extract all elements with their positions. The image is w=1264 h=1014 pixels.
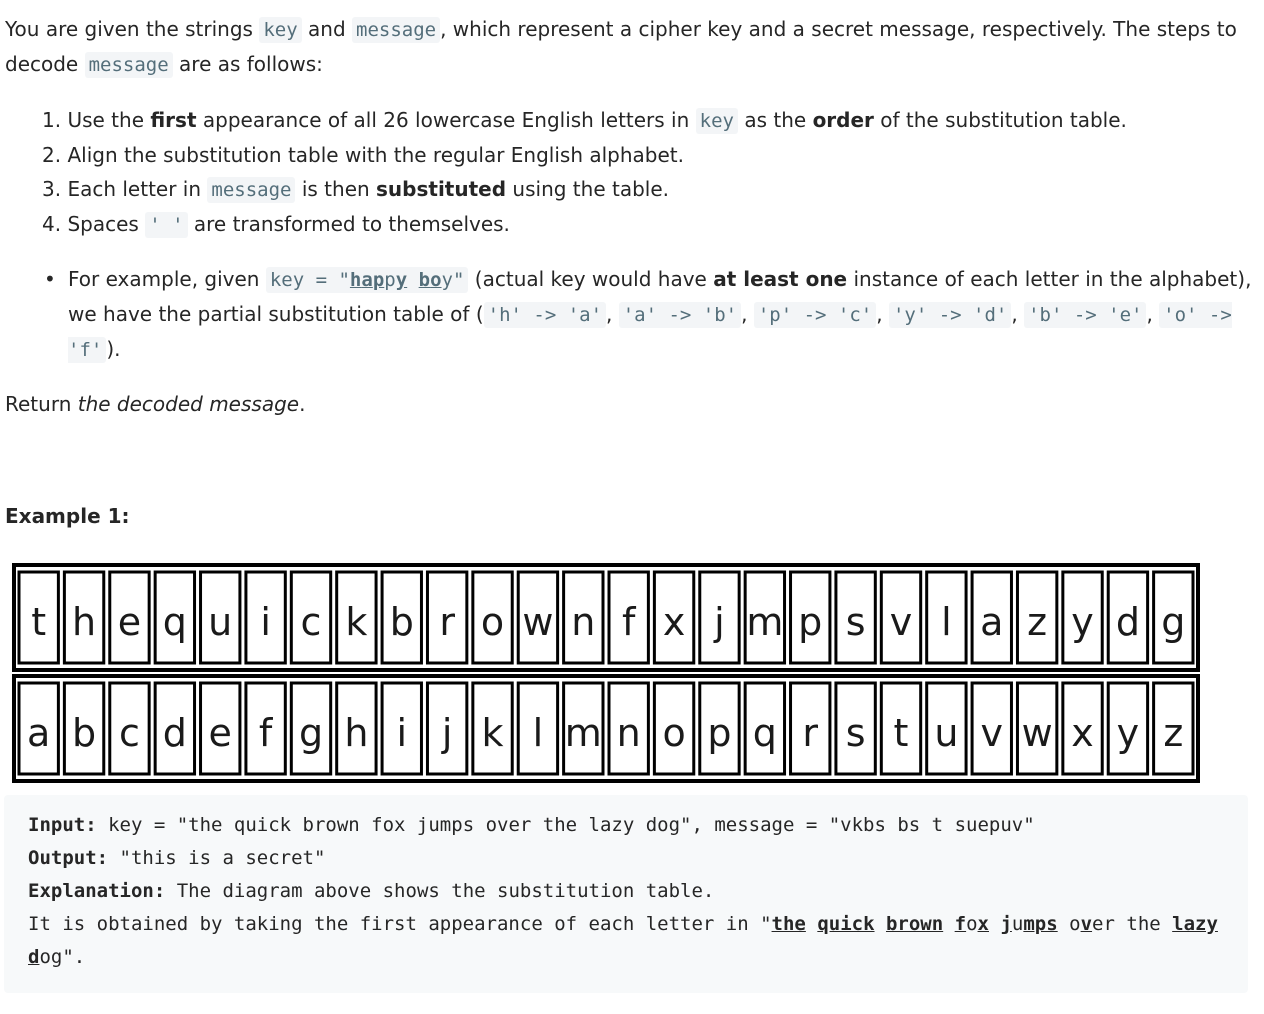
explanation-detail: It is obtained by taking the first appearance of each letter in "the quick brown fox jumps over the lazy dog".: [28, 913, 1218, 968]
key-letter: w: [522, 600, 554, 644]
key-letter: c: [300, 600, 322, 644]
return-statement: Return the decoded message.: [5, 392, 306, 416]
key-letter: g: [1161, 600, 1186, 644]
alphabet-letter: n: [616, 711, 641, 755]
inline-code-message: message: [85, 52, 173, 78]
step-4: 4. Spaces ' ' are transformed to themselves.: [42, 212, 510, 236]
alphabet-letter: d: [162, 711, 187, 755]
inline-code-key: key: [259, 17, 301, 43]
steps-list: [42, 103, 1127, 242]
input-line: Input: key = "the quick brown fox jumps over the lazy dog", message = "vkbs bs t suepuv": [28, 814, 1035, 836]
mapping-code: 'y' -> 'd': [889, 302, 1011, 328]
key-letter: p: [798, 600, 823, 644]
alphabet-letter: k: [481, 711, 504, 755]
inline-code-key-example: key = "happy boy": [266, 267, 469, 293]
key-letter: i: [260, 600, 271, 644]
output-line: Output: "this is a secret": [28, 847, 326, 869]
key-letter: u: [208, 600, 233, 644]
mapping-code: 'b' -> 'e': [1024, 302, 1146, 328]
alphabet-letter: p: [707, 711, 732, 755]
key-letter: x: [662, 600, 686, 644]
key-letter: s: [845, 600, 866, 644]
key-letter: f: [621, 600, 636, 644]
alphabet-letter: m: [564, 711, 602, 755]
alphabet-letter: i: [396, 711, 408, 755]
intro-text: , which represent a cipher key and a secret message, respectively. The steps to decode: [5, 17, 1237, 76]
alphabet-letter: g: [298, 711, 324, 755]
bullet-dot: •: [44, 267, 56, 291]
alphabet-letter: h: [344, 711, 369, 755]
key-letter: v: [889, 600, 913, 644]
alphabet-letter: j: [441, 711, 453, 755]
mapping-code: 'a' -> 'b': [619, 302, 741, 328]
example-code-block: [4, 795, 1248, 993]
step-3: 3. Each letter in message is then substituted using the table.: [42, 177, 669, 201]
example-title: Example 1:: [5, 504, 130, 528]
substitution-table-diagram: [12, 563, 1200, 785]
key-letter: z: [1027, 600, 1048, 644]
inline-code-message: message: [352, 17, 440, 43]
key-letter: m: [746, 600, 784, 644]
key-letter: l: [941, 600, 952, 644]
alphabet-letter: b: [72, 711, 97, 755]
intro-text: You are given the strings: [5, 17, 260, 41]
alphabet-letter: w: [1021, 711, 1053, 755]
alphabet-letter: u: [934, 711, 959, 755]
inline-code-message: message: [207, 177, 295, 203]
key-letter: d: [1115, 600, 1140, 644]
alphabet-letter: e: [208, 711, 232, 755]
key-letter: a: [980, 600, 1004, 644]
alphabet-letter: v: [980, 711, 1004, 755]
key-letter: t: [31, 600, 47, 644]
mapping-code: 'p' -> 'c': [754, 302, 876, 328]
alphabet-letter: x: [1071, 711, 1094, 755]
key-letter: y: [1071, 600, 1094, 644]
alphabet-letter: z: [1163, 711, 1184, 755]
mapping-code: 'o' -> 'f': [68, 304, 1232, 361]
intro-text: and: [301, 17, 352, 41]
alphabet-letter: t: [893, 711, 909, 755]
alphabet-letter: y: [1116, 711, 1140, 755]
inline-code-key: key: [696, 108, 738, 134]
example-bullet-item: • For example, given key = "happy boy" (actual key would have at least one instance of each letter in the alphabet), we have the partial substitution table of ( 'h' -> 'a' , 'a' -> 'b' , 'p' -> 'c' , 'y' -> 'd' , 'b' -> 'e' , 'o' -> 'f' ).: [44, 262, 1254, 367]
key-letter: r: [439, 600, 455, 644]
alphabet-letter: s: [845, 711, 866, 755]
key-letter: k: [345, 600, 368, 644]
alphabet-letter: r: [802, 711, 819, 755]
alphabet-letter: c: [119, 711, 140, 755]
alphabet-letter: f: [258, 711, 273, 755]
key-letter: h: [72, 600, 97, 644]
step-2: 2. Align the substitution table with the regular English alphabet.: [42, 143, 684, 167]
mapping-code: 'h' -> 'a': [484, 302, 606, 328]
key-letter: e: [117, 600, 142, 644]
key-letter: b: [389, 600, 414, 644]
step-1: 1. Use the first appearance of all 26 lowercase English letters in key as the order of the substitution table.: [42, 108, 1127, 132]
key-letter: q: [162, 600, 187, 644]
example-bullet-list: [44, 262, 1254, 367]
alphabet-letter: q: [752, 711, 777, 755]
key-letter: n: [571, 600, 596, 644]
intro-text: are as follows:: [172, 52, 323, 76]
key-letter: o: [480, 600, 505, 644]
key-letter: j: [714, 600, 725, 644]
alphabet-letter: l: [532, 711, 544, 755]
alphabet-letter: o: [662, 711, 686, 755]
inline-code-space: ' ': [145, 212, 187, 238]
intro-paragraph: [5, 12, 1245, 82]
explanation-line: Explanation: The diagram above shows the substitution table.: [28, 880, 715, 902]
alphabet-letter: a: [27, 711, 51, 755]
